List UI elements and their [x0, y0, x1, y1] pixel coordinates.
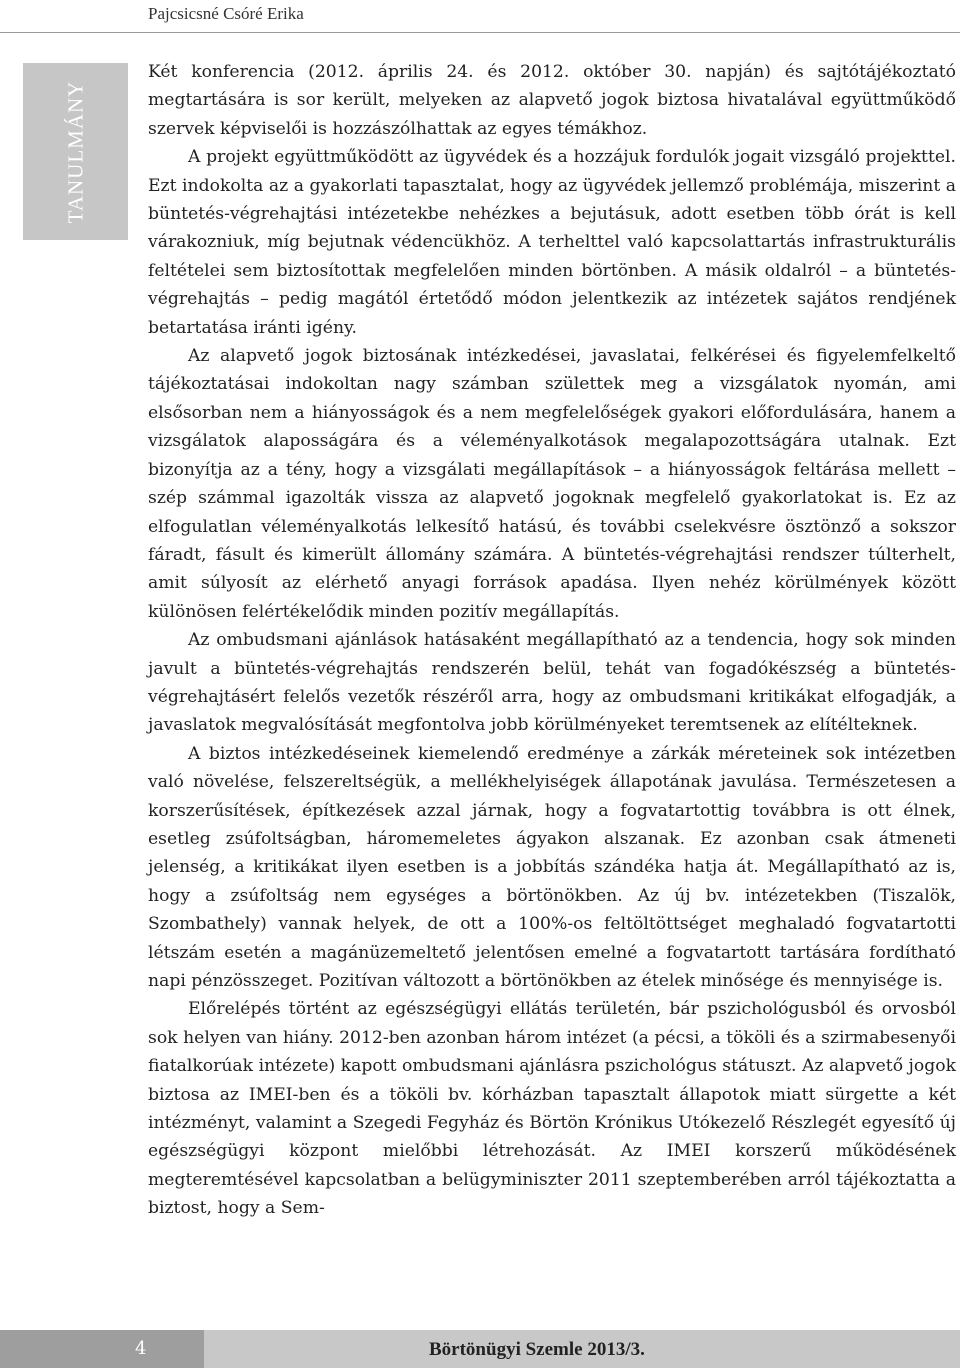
paragraph: A biztos intézkedéseinek kiemelendő eredménye a zárkák méreteinek sok intézetben való növelése, felszereltségük, a mellékhelyiségek állapotának javulása. Természetesen a korszerűsítések, építkezések azzal járnak, hogy a fogvatartottig továbbra is ott élnek, esetleg zsúfoltságban, háromemeletes ágyakon alszanak. Ez azonban csak átmeneti jelenség, a kritikákat ilyen esetben is a jobbítás szándéka hatja át. Megállapítható az is, hogy a zsúfoltság nem egységes a börtönökben. Az új bv. intézetekben (Tiszalök, Szombathely) vannak helyek, de ott a 100%-os feltöltöttséget meghaladó fogvatartotti létszám esetén a magánüzemeltető jelentősen emelné a fogvatartott tartására fordítható napi pénzösszeget. Pozitívan változott a börtönökben az ételek minősége és mennyisége is. [148, 743, 956, 991]
page-number: 4 [135, 1338, 147, 1359]
paragraph: Az alapvető jogok biztosának intézkedései, javaslatai, felkérései és figyelemfelkeltő tájékoztatásai indokoltan nagy számban születtek meg a vizsgálatok nyomán, ami elsősorban nem a hiányosságok és a nem megfelelőségek gyakori előfordulására, hanem a vizsgálatok alaposságára és a véleményalkotások megalapozottságára utalnak. Ezt bizonyítja az a tény, hogy a vizsgálati megállapítások – a hiányosságok feltárása mellett – szép számmal igazolták vissza az alapvető jogoknak megfelelő gyakorlatokat is. Ez az elfogulatlan véleményalkotás lelkesítő hatású, és további cselekvésre ösztönző a sokszor fáradt, fásult és kimerült állomány számára. A büntetés-végrehajtási rendszer túlterhelt, amit súlyosít az elérhető anyagi források apadása. Ilyen nehéz körülmények között különösen felértékelődik minden pozitív megállapítás. [148, 346, 956, 622]
paragraph: Két konferencia (2012. április 24. és 2012. október 30. napján) és sajtótájékoztató megtartására is sor került, melyeken az alapvető jogok biztosa hivatalával együttműködő szervek képviselői is hozzászólhattak az egyes témákhoz. [148, 62, 956, 139]
journal-title: Börtönügyi Szemle 2013/3. [429, 1339, 645, 1360]
page-number-box [0, 1330, 204, 1368]
paragraph: A projekt együttműködött az ügyvédek és a hozzájuk fordulók jogait vizsgáló projekttel. Ezt indokolta az a gyakorlati tapasztalat, hogy az ügyvédek jellemző problémája, miszerint a büntetés-végrehajtási intézetekbe nehézkes a bejutásuk, adott esetben több órát is kell várakozniuk, míg bejutnak védencükhöz. A terhelttel való kapcsolattartás infrastrukturális feltételei sem biztosítottak megfelelően minden börtönben. A másik oldalról – a büntetés-végrehajtás – pedig magától értetődő módon jelentkezik az intézetek sajátos rendjének betartatása iránti igény. [148, 147, 956, 338]
running-header-author: Pajcsicsné Csóré Erika [148, 4, 304, 23]
paragraph: Előrelépés történt az egészségügyi ellátás területén, bár pszichológusból és orvosból sok helyen van hiány. 2012-ben azonban három intézet (a pécsi, a tököli és a szirmabesenyői fiatalkorúak intézete) kapott ombudsmani ajánlásra pszichológus státuszt. Az alapvető jogok biztosa az IMEI-ben és a tököli bv. kórházban tapasztalt állapotok miatt sürgette a két intézményt, valamint a Szegedi Fegyház és Börtön Krónikus Utókezelő Részlegét egyesítő új egészségügyi központ mielőbbi létrehozását. Az IMEI korszerű működésének megteremtésével kapcsolatban a belügyminiszter 2011 szeptemberében arról tájékoztatta a biztost, hogy a Sem- [148, 999, 956, 1219]
section-side-tab [23, 63, 128, 240]
article-body [148, 58, 956, 1223]
header-divider [0, 32, 960, 33]
section-label: TANULMÁNY [63, 80, 87, 223]
paragraph: Az ombudsmani ajánlások hatásaként megállapítható az a tendencia, hogy sok minden javult a büntetés-végrehajtás rendszerén belül, tehát van fogadókészség a büntetés-végrehajtásért felelős vezetők részéről arra, hogy az ombudsmani kritikákat elfogadják, a javaslatok megvalósítását megfontolva jobb körülményeket teremtsenek az elítélteknek. [148, 630, 956, 736]
